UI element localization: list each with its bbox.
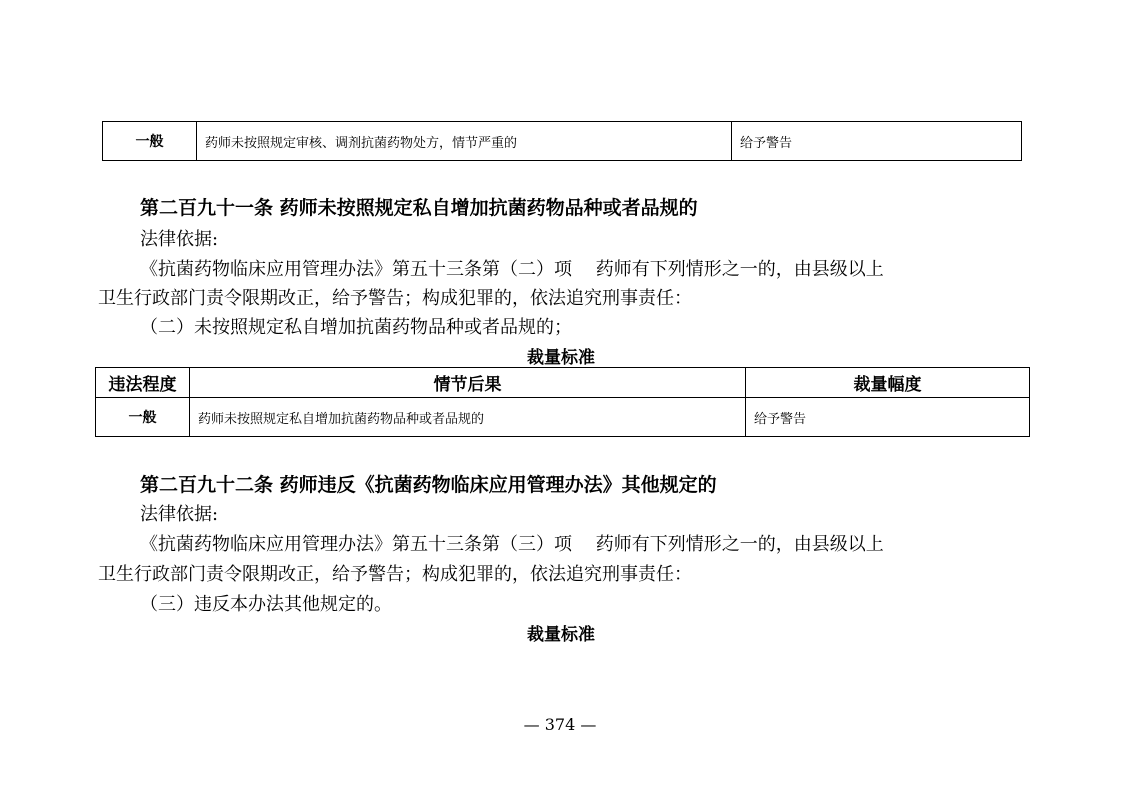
table-header-row [96, 368, 1030, 398]
article-291-basis-line-1: 《抗菌药物临床应用管理办法》第五十三条第（二）项 药师有下列情形之一的，由县级以上 [140, 259, 884, 280]
article-292-basis-label: 法律依据: [140, 504, 219, 525]
top-discretion-table [102, 121, 1022, 161]
article-291-basis-line-2: 卫生行政部门责令限期改正，给予警告；构成犯罪的，依法追究刑事责任： [98, 288, 692, 309]
violation-level-cell: 一般 [96, 398, 190, 437]
article-292-table-caption: 裁量标准 [527, 625, 595, 645]
header-violation-level: 违法程度 [96, 368, 190, 398]
penalty-cell: 给予警告 [746, 398, 1030, 437]
article-292-basis-line-1: 《抗菌药物临床应用管理办法》第五十三条第（三）项 药师有下列情形之一的，由县级以上 [140, 534, 884, 555]
article-292-title: 第二百九十二条 药师违反《抗菌药物临床应用管理办法》其他规定的 [140, 474, 717, 496]
consequence-cell: 药师未按照规定私自增加抗菌药物品种或者品规的 [190, 398, 746, 437]
header-penalty-range: 裁量幅度 [746, 368, 1030, 398]
page-number: — 374 — [523, 715, 597, 734]
article-292-basis-line-3: （三）违反本办法其他规定的。 [140, 594, 392, 615]
table-row [96, 398, 1030, 437]
article-291-table-caption: 裁量标准 [527, 348, 595, 368]
violation-level-cell: 一般 [103, 122, 197, 161]
article-291-title: 第二百九十一条 药师未按照规定私自增加抗菌药物品种或者品规的 [140, 197, 698, 219]
article-292-basis-line-2: 卫生行政部门责令限期改正，给予警告；构成犯罪的，依法追究刑事责任： [98, 564, 692, 585]
table-row [103, 122, 1022, 161]
header-consequence: 情节后果 [190, 368, 746, 398]
consequence-cell: 药师未按照规定审核、调剂抗菌药物处方，情节严重的 [197, 122, 732, 161]
article-291-basis-line-3: （二）未按照规定私自增加抗菌药物品种或者品规的； [140, 317, 572, 338]
article-291-basis-label: 法律依据: [140, 229, 219, 250]
article-291-discretion-table [95, 367, 1030, 437]
penalty-cell: 给予警告 [732, 122, 1022, 161]
